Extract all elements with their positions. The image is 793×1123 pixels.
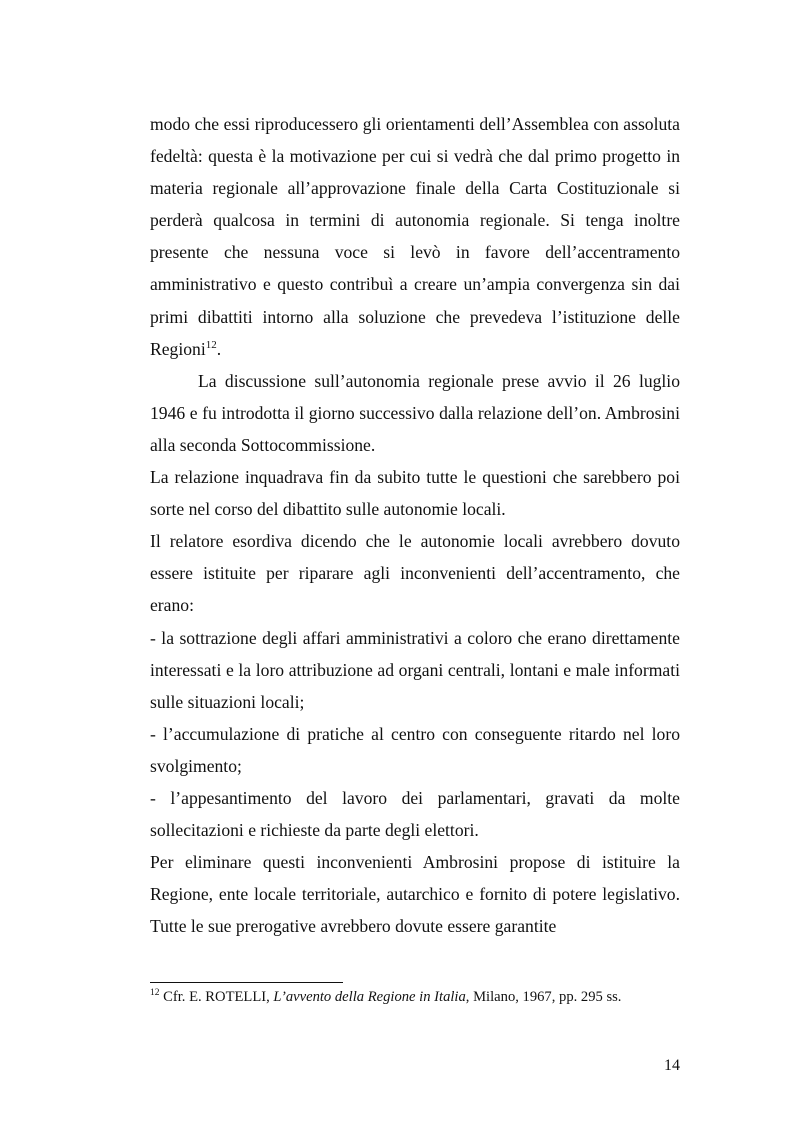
paragraph-2: La discussione sull’autonomia regionale prese avvio il 26 luglio 1946 e fu introdotta il giorno successivo dalla relazione dell’on. Ambrosini alla seconda Sottocommissione. bbox=[150, 370, 680, 455]
paragraph-1: modo che essi riproducessero gli orientamenti dell’Assemblea con assoluta fedeltà: questa è la motivazione per cui si vedrà che dal primo progetto in materia regionale all’approvazione finale della Carta Costituzionale si perderà qualcosa in termini di autonomia regionale. Si tenga inoltre presente che nessuna voce si levò in favore dell’accentramento amministrativo e questo contribuì a creare un’ampia convergenza sin dai primi dibattiti intorno alla soluzione che prevedeva l’istituzione delle Regioni$^{12}$. bbox=[150, 114, 680, 359]
footnote-title: L’avvento della Regione in Italia bbox=[273, 989, 466, 1005]
paragraph-5: Per eliminare questi inconvenienti Ambrosini propose di istituire la Regione, ente locale territoriale, autarchico e fornito di potere legislativo. Tutte le sue prerogative avrebbero dovute essere garantite bbox=[150, 852, 680, 937]
footnote-separator bbox=[150, 982, 343, 983]
list-item-2: - l’accumulazione di pratiche al centro con conseguente ritardo nel loro svolgimento; bbox=[150, 723, 680, 776]
footnote-reference[interactable]: 12 bbox=[205, 338, 217, 351]
footnote-prefix: Cfr. E. ROTELLI, bbox=[159, 989, 274, 1005]
list-item-3: - l’appesantimento del lavoro dei parlamentari, gravati da molte sollecitazioni e richieste da parte degli elettori. bbox=[150, 787, 680, 841]
page-number: 14 bbox=[664, 1057, 680, 1074]
paragraph-3: La relazione inquadrava fin da subito tutte le questioni che sarebbero poi sorte nel corso del dibattito sulle autonomie locali. bbox=[150, 467, 680, 520]
footnote-number: 12 bbox=[150, 988, 160, 998]
list-item-1: - la sottrazione degli affari amministrativi a coloro che erano direttamente interessati e la loro attribuzione ad organi centrali, lontani e male informati sulle situazioni locali; bbox=[150, 627, 680, 712]
footnote-suffix: , Milano, 1967, pp. 295 ss. bbox=[465, 989, 622, 1005]
footnote bbox=[150, 987, 710, 1007]
paragraph-4: Il relatore esordiva dicendo che le autonomie locali avrebbero dovuto essere istituite per riparare agli inconvenienti dell’accentramento, che erano: bbox=[150, 531, 680, 616]
body-text bbox=[150, 108, 680, 942]
